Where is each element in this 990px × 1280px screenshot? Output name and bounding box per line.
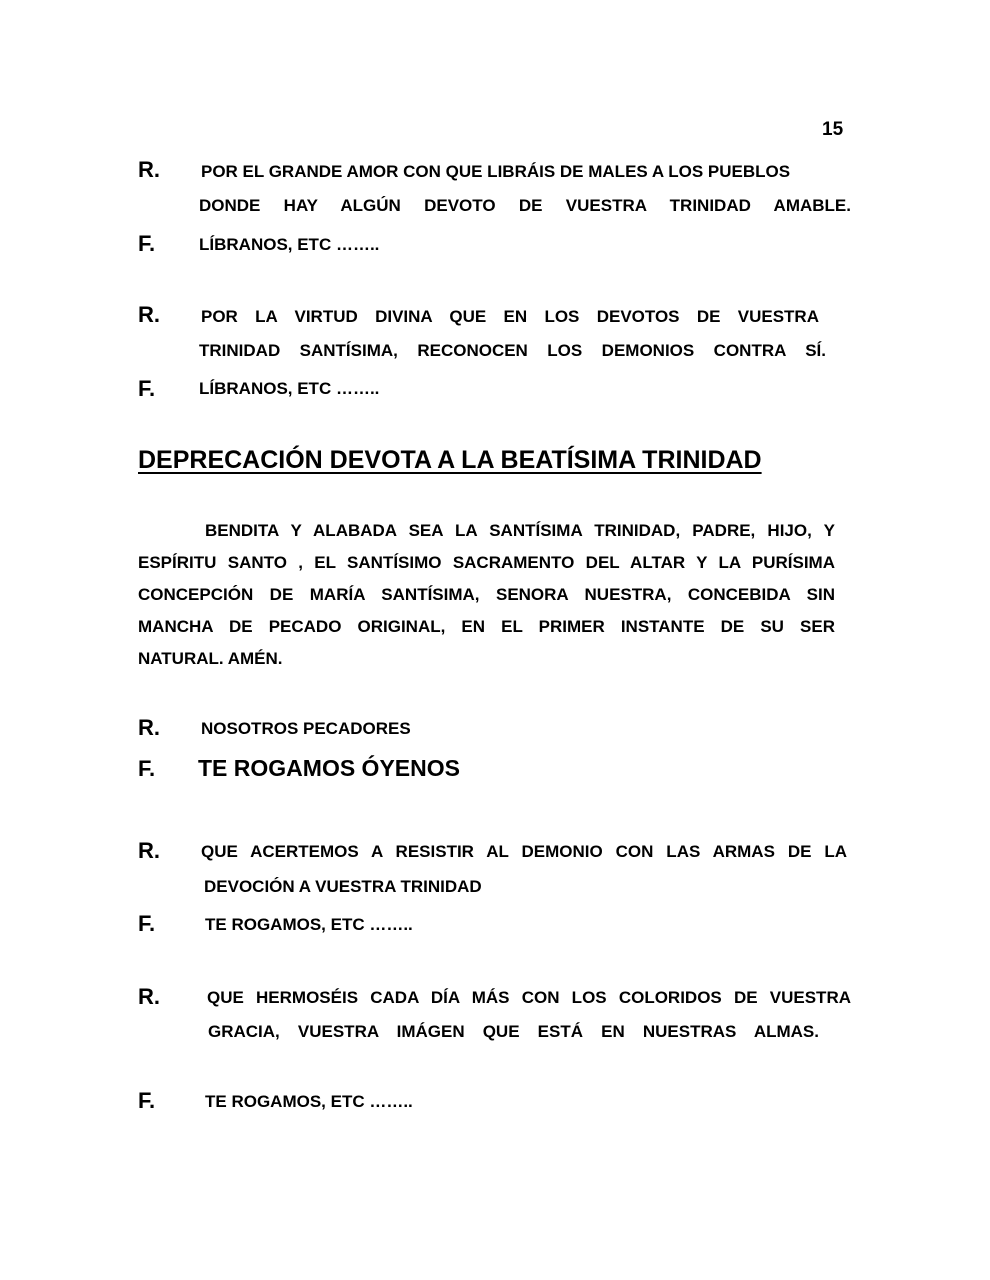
- response-line: POR LA VIRTUD DIVINA QUE EN LOS DEVOTOS DE VUESTRA: [201, 307, 819, 326]
- response-label: R.: [138, 984, 160, 1009]
- faithful-line: TE ROGAMOS, ETC ……..: [205, 1092, 413, 1111]
- response-line: DEVOCIÓN A VUESTRA TRINIDAD: [204, 877, 482, 896]
- response-label: R.: [138, 715, 160, 740]
- paragraph-line: BENDITA Y ALABADA SEA LA SANTÍSIMA TRINIDAD, PADRE, HIJO, Y: [205, 521, 835, 540]
- faithful-line: LÍBRANOS, ETC ……..: [199, 235, 380, 254]
- page-number: 15: [822, 119, 844, 140]
- response-line: DONDE HAY ALGÚN DEVOTO DE VUESTRA TRINIDAD AMABLE.: [199, 196, 851, 215]
- section-heading: DEPRECACIÓN DEVOTA A LA BEATÍSIMA TRINIDAD: [138, 446, 762, 474]
- response-line: QUE ACERTEMOS A RESISTIR AL DEMONIO CON LAS ARMAS DE LA: [201, 842, 847, 861]
- response-line: POR EL GRANDE AMOR CON QUE LIBRÁIS DE MALES A LOS PUEBLOS: [201, 162, 791, 181]
- response-label: R.: [138, 838, 160, 863]
- response-line: NOSOTROS PECADORES: [201, 719, 411, 738]
- response-label: R.: [138, 157, 160, 182]
- faithful-line: TE ROGAMOS ÓYENOS: [198, 755, 460, 781]
- paragraph-line: NATURAL. AMÉN.: [138, 649, 283, 668]
- response-line: QUE HERMOSÉIS CADA DÍA MÁS CON LOS COLORIDOS DE VUESTRA: [207, 988, 851, 1007]
- paragraph-line: MANCHA DE PECADO ORIGINAL, EN EL PRIMER INSTANTE DE SU SER: [138, 617, 835, 636]
- faithful-line: LÍBRANOS, ETC ……..: [199, 379, 380, 398]
- faithful-label: F.: [138, 911, 156, 936]
- faithful-label: F.: [138, 756, 156, 781]
- paragraph-line: ESPÍRITU SANTO , EL SANTÍSIMO SACRAMENTO DEL ALTAR Y LA PURÍSIMA: [138, 553, 835, 572]
- faithful-label: F.: [138, 231, 156, 256]
- faithful-line: TE ROGAMOS, ETC ……..: [205, 915, 413, 934]
- prayer-paragraph: [138, 515, 835, 675]
- faithful-label: F.: [138, 1088, 156, 1113]
- response-label: R.: [138, 302, 160, 327]
- faithful-label: F.: [138, 376, 156, 401]
- response-line: TRINIDAD SANTÍSIMA, RECONOCEN LOS DEMONIOS CONTRA SÍ.: [199, 341, 826, 360]
- paragraph-line: CONCEPCIÓN DE MARÍA SANTÍSIMA, SENORA NUESTRA, CONCEBIDA SIN: [138, 585, 835, 604]
- response-line: GRACIA, VUESTRA IMÁGEN QUE ESTÁ EN NUESTRAS ALMAS.: [208, 1022, 819, 1041]
